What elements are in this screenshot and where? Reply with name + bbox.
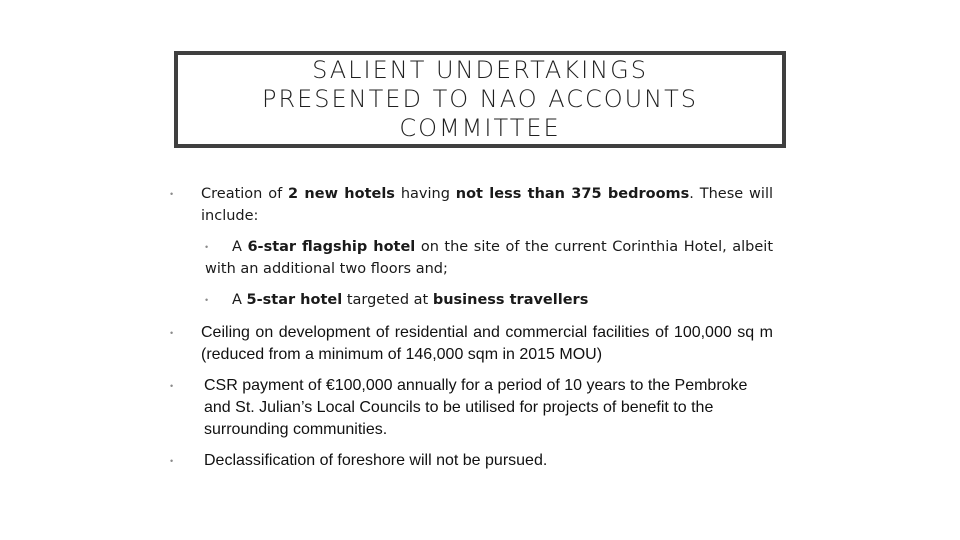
bullet-hotels-bold-bedrooms: not less than 375 bedrooms — [455, 186, 690, 202]
sub-bullet-five-star-bold-travellers: business travellers — [432, 292, 589, 308]
sub-bullet-five-star-text: targeted at — [342, 292, 433, 308]
bullet-hotels-text: . These will include: — [201, 186, 773, 224]
bullet-hotels-text: having — [394, 186, 456, 202]
sub-bullet-five-star-text: A — [232, 292, 247, 308]
bullet-foreshore: Declassification of foreshore will not be pursued. — [204, 452, 548, 469]
bullet-hotels — [201, 183, 773, 227]
sub-bullet-six-star-bold: 6-star flagship hotel — [247, 239, 416, 255]
bullet-marker: • — [170, 381, 174, 391]
sub-bullet-six-star-text: on the site of the current Corinthia Hotel, albeit with an additional two floors and; — [205, 239, 774, 277]
slide-title — [262, 56, 698, 143]
bullet-marker: • — [205, 295, 209, 305]
bullet-marker: • — [205, 242, 209, 252]
bullet-hotels-text: Creation of — [201, 186, 289, 202]
bullet-marker: • — [170, 189, 174, 199]
sub-bullet-six-star-text: A — [232, 239, 248, 255]
sub-bullet-five-star — [232, 289, 773, 311]
sub-bullet-five-star-bold: 5-star hotel — [246, 292, 343, 308]
title-line-3: COMMITTEE — [399, 114, 561, 142]
title-line-1: SALIENT UNDERTAKINGS — [312, 56, 648, 84]
bullet-marker: • — [170, 456, 174, 466]
title-box — [174, 51, 786, 148]
sub-bullet-six-star — [205, 236, 773, 280]
bullet-csr-payment: CSR payment of €100,000 annually for a period of 10 years to the Pembroke and St. Julian’s Local Councils to be utilised for projects of benefit to the surrounding communities. — [204, 377, 748, 438]
bullet-marker: • — [170, 328, 174, 338]
title-line-2: PRESENTED TO NAO ACCOUNTS — [261, 85, 699, 113]
bullet-hotels-bold-count: 2 new hotels — [288, 186, 395, 202]
bullet-ceiling: Ceiling on development of residential and commercial facilities of 100,000 sq m (reduced from a minimum of 146,000 sqm in 2015 MOU) — [201, 324, 773, 363]
